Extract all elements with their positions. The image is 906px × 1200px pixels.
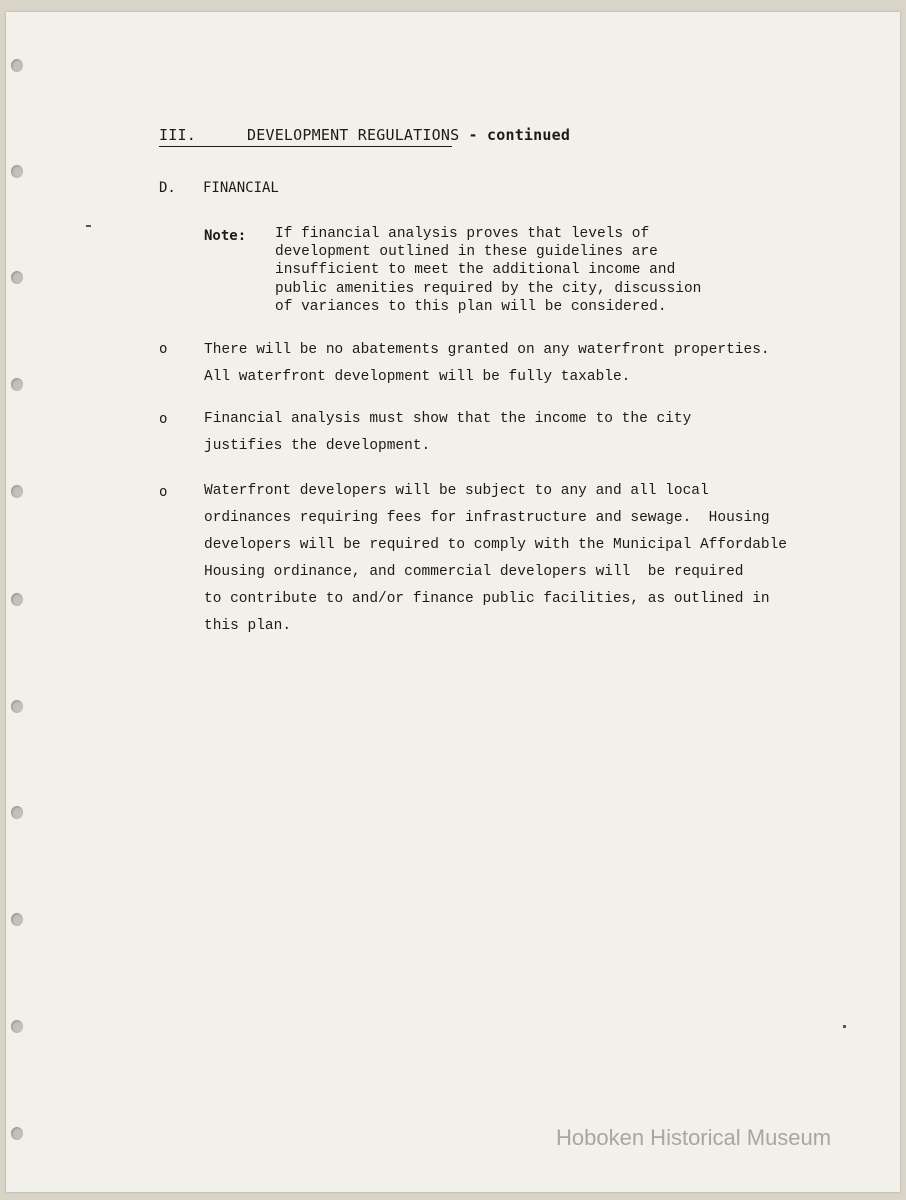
binder-hole [11,378,23,391]
section-heading [159,126,570,144]
binder-hole [11,913,23,926]
paper-speck [86,225,91,227]
paragraph-line: All waterfront development will be fully taxable. [204,369,631,385]
binder-hole [11,1127,23,1140]
binder-hole [11,700,23,713]
paragraph-line: developers will be required to comply with the Municipal Affordable [204,537,787,553]
section-title: DEVELOPMENT REGULATIONS [247,126,460,144]
binder-hole [11,271,23,284]
paper-speck [843,1025,846,1028]
binder-hole [11,59,23,72]
paragraph-line: ordinances requiring fees for infrastructure and sewage. Housing [204,510,770,526]
subsection-letter: D. [159,180,176,196]
note-line: of variances to this plan will be considered. [275,298,667,315]
subsection-heading [159,180,279,196]
note-line: public amenities required by the city, discussion [275,280,702,297]
bullet-paragraph [204,406,691,460]
paragraph-line: to contribute to and/or finance public facilities, as outlined in [204,591,770,607]
bullet-marker: o [159,484,168,500]
section-continued: - continued [468,126,571,144]
paragraph-line: this plan. [204,618,292,634]
note-line: development outlined in these guidelines are [275,244,658,261]
binder-hole [11,1020,23,1033]
binder-hole [11,165,23,178]
paragraph-line: justifies the development. [204,438,431,454]
bullet-paragraph [204,478,787,640]
paragraph-line: There will be no abatements granted on any waterfront properties. [204,342,770,358]
subsection-title: FINANCIAL [203,180,279,196]
note-line: insufficient to meet the additional income and [275,262,676,279]
paragraph-line: Housing ordinance, and commercial developers will be required [204,564,744,580]
museum-watermark: Hoboken Historical Museum [556,1125,832,1150]
binder-hole [11,485,23,498]
paragraph-line: Financial analysis must show that the income to the city [204,411,692,427]
note-line: If financial analysis proves that levels of [275,226,650,242]
note-label: Note: [204,228,247,244]
binder-hole [11,806,23,819]
bullet-marker: o [159,411,168,427]
bullet-marker: o [159,341,168,357]
binder-hole [11,593,23,606]
section-number: III. [159,126,196,144]
bullet-paragraph [204,337,770,391]
note-text [275,225,701,316]
paragraph-line: Waterfront developers will be subject to any and all local [204,483,709,499]
heading-underline [159,146,452,147]
